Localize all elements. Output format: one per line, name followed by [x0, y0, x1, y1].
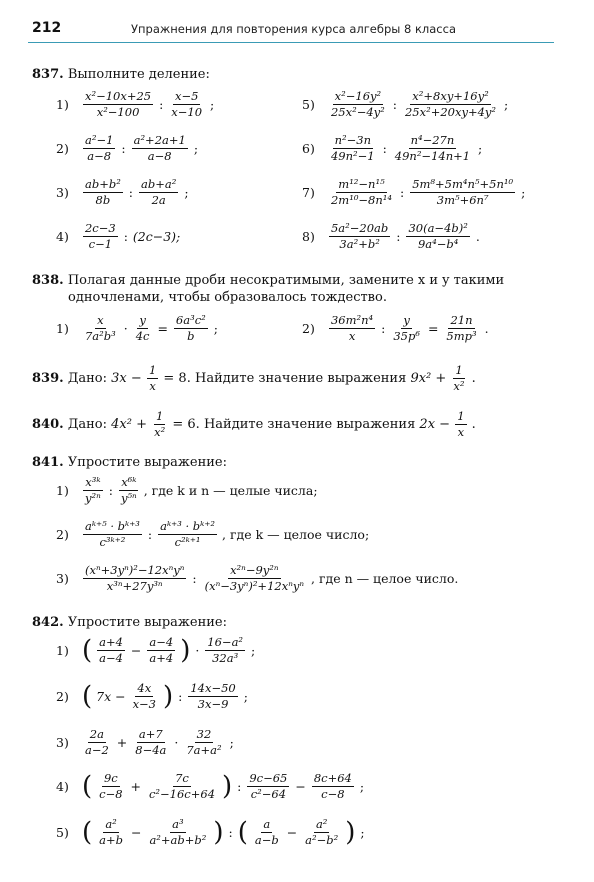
numerator: 16−a²: [207, 635, 244, 649]
task-text: Найдите значение выражения: [203, 417, 416, 432]
exercise-title: Выполните деление:: [67, 67, 210, 82]
denominator: 2m¹⁰−8n¹⁴: [330, 193, 393, 207]
exercise-839: [32, 364, 476, 393]
numerator: 30(a−4b)²: [408, 221, 468, 235]
denominator: a²−b²: [305, 833, 339, 847]
numerator: 2c−3: [84, 221, 116, 235]
fraction: [451, 364, 466, 393]
page-number: 212: [32, 20, 62, 36]
ex842-item-3: [56, 728, 235, 757]
numerator: x²−10x+25: [84, 89, 152, 103]
fraction: [391, 314, 422, 343]
numerator: 9c−65: [249, 771, 288, 785]
denominator: x²: [154, 425, 166, 439]
exercise-text-line1: Полагая данные дроби несократимыми, замените x и y такими: [67, 273, 505, 288]
fraction: [83, 728, 111, 757]
punctuation: ;: [229, 735, 234, 750]
numerator: 36m²n⁴: [330, 313, 374, 327]
item-label: 5): [302, 97, 315, 112]
numerator: 14x−50: [190, 681, 236, 695]
fraction: [97, 818, 125, 847]
condition-text: , где k — целое число;: [222, 527, 370, 542]
exercise-841-heading: [32, 454, 227, 471]
operator: ·: [195, 643, 200, 658]
close-paren: ): [163, 681, 174, 712]
denominator: x²: [453, 379, 465, 393]
exercise-840: [32, 410, 476, 439]
numerator: (xⁿ+3yⁿ)²−12xⁿyⁿ: [84, 563, 185, 577]
fraction: [147, 818, 208, 847]
numerator: x²ⁿ−9y²ⁿ: [230, 563, 279, 577]
page-header: [0, 0, 594, 48]
numerator: a: [263, 817, 271, 831]
operator: +: [130, 779, 141, 794]
equals-sign: =: [157, 321, 168, 336]
punctuation: .: [484, 321, 489, 336]
fraction: [83, 90, 153, 119]
denominator: x−3: [132, 697, 157, 711]
fraction: [329, 222, 390, 251]
denominator: 8b: [95, 193, 111, 207]
given-label: Дано:: [67, 371, 108, 386]
punctuation: ;: [243, 689, 248, 704]
numerator: 4x: [137, 681, 152, 695]
fraction: [152, 410, 167, 439]
denominator: c−8: [99, 787, 123, 801]
numerator: 9c: [103, 771, 118, 785]
punctuation: ;: [360, 825, 365, 840]
denominator: b: [187, 329, 195, 343]
denominator: 3m⁵+6n⁷: [436, 193, 489, 207]
numerator: ab+b²: [84, 177, 121, 191]
fraction: [132, 134, 188, 163]
item-label: 1): [56, 321, 69, 336]
numerator: 5a²−20ab: [330, 221, 389, 235]
operator: :: [178, 689, 183, 704]
fraction: [455, 410, 466, 439]
numerator: 6a³c²: [175, 313, 206, 327]
denominator: c−1: [88, 237, 113, 251]
fraction: [131, 682, 158, 711]
numerator: 21n: [450, 313, 473, 327]
open-paren: (: [81, 817, 93, 848]
item-label: 5): [56, 825, 69, 840]
operator: :: [400, 185, 405, 200]
exercise-number: 839.: [32, 371, 64, 386]
open-paren: (: [81, 681, 93, 712]
denominator: y²ⁿ: [84, 491, 101, 505]
operator: ·: [123, 321, 128, 336]
fraction: [329, 314, 375, 343]
denominator: 3x−9: [197, 697, 229, 711]
denominator: x²−100: [96, 105, 140, 119]
denominator: c²−64: [250, 787, 287, 801]
fraction: [83, 178, 123, 207]
punctuation: ;: [193, 141, 199, 156]
fraction: [97, 636, 125, 665]
fraction: [203, 564, 306, 593]
numerator: 8c+64: [313, 771, 352, 785]
task-text: Найдите значение выражения: [194, 371, 407, 386]
fraction: [83, 314, 118, 343]
item-label: 2): [56, 527, 69, 542]
close-paren: ): [180, 635, 191, 666]
punctuation: .: [471, 371, 476, 386]
fraction: [158, 520, 217, 549]
numerator: aᵏ⁺³ · bᵏ⁺²: [160, 519, 216, 533]
fraction: [174, 314, 208, 343]
numerator: x³ᵏ: [85, 475, 101, 489]
numerator: a²: [105, 817, 117, 831]
page-title: Упражнения для повторения курса алгебры 8 класса: [131, 22, 457, 36]
operator: :: [108, 483, 113, 498]
denominator: 8−4a: [135, 743, 167, 757]
fraction: [147, 636, 175, 665]
fraction: [312, 772, 354, 801]
item-label: 2): [302, 321, 315, 336]
denominator: x: [348, 329, 356, 343]
punctuation: .: [475, 229, 480, 244]
denominator: a²+ab+b²: [149, 833, 207, 847]
denominator: 7a+a²: [186, 743, 222, 757]
numerator: m¹²−n¹⁵: [338, 177, 385, 191]
denominator: (xⁿ−3yⁿ)²+12xⁿyⁿ: [204, 579, 305, 593]
item-label: 8): [302, 229, 315, 244]
denominator: x−10: [171, 105, 203, 119]
denominator: 49n²−14n+1: [394, 149, 471, 163]
fraction: [410, 178, 515, 207]
close-paren: ): [213, 817, 224, 848]
punctuation: ;: [359, 779, 365, 794]
item-label: 3): [56, 735, 69, 750]
fraction: [119, 476, 139, 505]
operator: :: [237, 779, 242, 794]
denominator: 2a: [151, 193, 166, 207]
operator: :: [147, 527, 153, 542]
given-label: Дано:: [67, 417, 108, 432]
ex842-item-1: [56, 636, 256, 665]
denominator: c−8: [321, 787, 345, 801]
fraction: [139, 178, 178, 207]
expression-part: = 8.: [163, 371, 191, 386]
punctuation: ;: [184, 185, 189, 200]
equals-sign: =: [427, 321, 439, 336]
operator: :: [121, 141, 126, 156]
numerator: n⁴−27n: [410, 133, 455, 147]
fraction: [83, 476, 103, 505]
numerator: ab+a²: [141, 177, 177, 191]
item-label: 7): [302, 185, 315, 200]
numerator: a²: [315, 817, 328, 831]
numerator: 1: [457, 409, 465, 423]
item-label: 4): [56, 229, 69, 244]
ex842-item-5: [56, 818, 366, 847]
denominator: x: [457, 425, 465, 439]
expression-part: 4x² +: [111, 417, 147, 432]
item-label: 1): [56, 643, 69, 658]
condition-text: , где k и n — целые числа;: [143, 483, 318, 498]
ex838-item-1: [56, 314, 219, 343]
denominator: 3a²+b²: [339, 237, 380, 251]
operator: :: [128, 185, 134, 200]
numerator: y: [403, 313, 410, 327]
numerator: x: [97, 313, 104, 327]
item-label: 6): [302, 141, 315, 156]
expression-part: 2x −: [419, 417, 451, 432]
denominator: 25x²−4y²: [330, 105, 385, 119]
item-label: 2): [56, 141, 69, 156]
numerator: x−5: [174, 89, 199, 103]
denominator: a+4: [149, 651, 174, 665]
ex842-item-4: [56, 772, 365, 801]
numerator: 7c: [175, 771, 189, 785]
denominator: 49n²−1: [330, 149, 375, 163]
operator: +: [116, 735, 128, 750]
ex837-item-6: [302, 134, 483, 163]
close-paren: ): [222, 771, 233, 802]
denominator: 9a⁴−b⁴: [417, 237, 459, 251]
item-label: 3): [56, 185, 69, 200]
numerator: x⁶ᵏ: [121, 475, 137, 489]
ex837-item-7: [302, 178, 526, 207]
denominator: a−2: [84, 743, 109, 757]
fraction: [133, 728, 168, 757]
item-label: 1): [56, 97, 69, 112]
denominator: 5mp³: [446, 329, 477, 343]
exercise-842-heading: [32, 614, 227, 631]
operator: ·: [174, 735, 179, 750]
fraction: [329, 134, 377, 163]
numerator: 5m⁸+5m⁴n⁵+5n¹⁰: [412, 177, 514, 191]
open-paren: (: [237, 817, 248, 848]
numerator: a²+2a+1: [133, 133, 186, 147]
punctuation: ;: [478, 141, 483, 156]
exercise-title: Упростите выражение:: [67, 455, 227, 470]
numerator: aᵏ⁺⁵ · bᵏ⁺³: [84, 519, 140, 533]
numerator: a+7: [138, 727, 163, 741]
operator: :: [228, 825, 233, 840]
item-label: 2): [56, 689, 69, 704]
item-label: 4): [56, 779, 69, 794]
denominator: x: [149, 379, 156, 393]
punctuation: ;: [213, 321, 218, 336]
denominator: a−b: [254, 833, 279, 847]
denominator: 25x²+20xy+4y²: [404, 105, 497, 119]
fraction: [303, 818, 340, 847]
ex837-item-3: [56, 178, 190, 207]
open-paren: (: [81, 771, 93, 802]
ex837-item-4: [56, 222, 180, 251]
denominator: 32a³: [212, 651, 239, 665]
exercise-number: 840.: [32, 417, 64, 432]
ex841-item-2: [56, 520, 369, 549]
expression-part: 3x −: [111, 371, 142, 386]
numerator: a+4: [99, 635, 123, 649]
open-paren: (: [81, 635, 93, 666]
operator: −: [286, 825, 298, 840]
fraction: [83, 134, 115, 163]
numerator: a²−1: [84, 133, 114, 147]
ex837-item-5: [302, 90, 509, 119]
denominator: c²ᵏ⁺¹: [174, 535, 201, 549]
denominator: a+b: [99, 833, 123, 847]
expression-part: 9x² +: [410, 371, 447, 386]
fraction: [393, 134, 472, 163]
exercise-number: 837.: [32, 67, 64, 82]
fraction: [253, 818, 281, 847]
denominator: a−8: [147, 149, 172, 163]
numerator: 1: [156, 409, 164, 423]
fraction: [444, 314, 478, 343]
condition-text: , где n — целое число.: [311, 571, 459, 586]
numerator: 1: [455, 363, 463, 377]
numerator: n²−3n: [334, 133, 371, 147]
numerator: a−4: [149, 635, 174, 649]
expression-part: = 6.: [172, 417, 200, 432]
punctuation: ;: [504, 97, 509, 112]
ex837-item-2: [56, 134, 199, 163]
denominator: 35p⁶: [393, 329, 420, 343]
item-label: 1): [56, 483, 69, 498]
fraction: [205, 636, 245, 665]
ex838-item-2: [302, 314, 490, 343]
punctuation: ;: [210, 97, 215, 112]
fraction: [147, 772, 217, 801]
exercise-number: 838.: [32, 273, 64, 288]
expression-tail: (2c−3);: [132, 229, 181, 244]
numerator: a³: [172, 817, 184, 831]
fraction: [169, 90, 204, 119]
ex841-item-3: [56, 564, 458, 593]
fraction: [83, 520, 142, 549]
operator: :: [192, 571, 197, 586]
fraction: [403, 90, 498, 119]
operator: :: [392, 97, 397, 112]
fraction: [147, 364, 158, 393]
close-paren: ): [345, 817, 356, 848]
exercise-title: Упростите выражение:: [67, 615, 227, 630]
denominator: 4c: [135, 329, 150, 343]
denominator: x³ⁿ+27y³ⁿ: [106, 579, 163, 593]
fraction: [329, 90, 387, 119]
exercise-number: 841.: [32, 455, 64, 470]
denominator: c³ᵏ⁺²: [99, 535, 126, 549]
punctuation: .: [471, 417, 476, 432]
operator: −: [130, 825, 142, 840]
exercise-838-heading: [32, 272, 504, 306]
exercise-837-heading: [32, 66, 210, 83]
numerator: 2a: [89, 727, 104, 741]
fraction: [97, 772, 124, 801]
ex837-item-1: [56, 90, 215, 119]
punctuation: ;: [251, 643, 256, 658]
operator: :: [382, 141, 387, 156]
fraction: [83, 222, 118, 251]
operator: :: [123, 229, 128, 244]
denominator: 7a²b³: [84, 329, 116, 343]
fraction: [83, 564, 186, 593]
denominator: a−8: [87, 149, 112, 163]
ex837-item-8: [302, 222, 481, 251]
numerator: x²+8xy+16y²: [412, 89, 489, 103]
numerator: 32: [196, 727, 212, 741]
fraction: [188, 682, 237, 711]
operator: :: [381, 321, 386, 336]
fraction: [406, 222, 469, 251]
exercise-text-line2: одночленами, чтобы образовалось тождество.: [68, 290, 387, 305]
exercise-number: 842.: [32, 615, 64, 630]
fraction: [134, 314, 152, 343]
denominator: y⁵ⁿ: [120, 491, 137, 505]
ex842-item-2: [56, 682, 249, 711]
operator: −: [295, 779, 306, 794]
operator: :: [159, 97, 164, 112]
operator: :: [396, 229, 401, 244]
operator: −: [130, 643, 142, 658]
denominator: a−4: [99, 651, 123, 665]
expression-part: 7x −: [96, 689, 126, 704]
numerator: 1: [148, 363, 157, 377]
fraction: [184, 728, 223, 757]
item-label: 3): [56, 571, 69, 586]
fraction: [247, 772, 289, 801]
numerator: x²−16y²: [334, 89, 382, 103]
ex841-item-1: [56, 476, 318, 505]
fraction: [329, 178, 394, 207]
header-rule: [28, 42, 554, 43]
denominator: c²−16c+64: [148, 787, 216, 801]
punctuation: ;: [521, 185, 526, 200]
numerator: y: [139, 313, 146, 327]
